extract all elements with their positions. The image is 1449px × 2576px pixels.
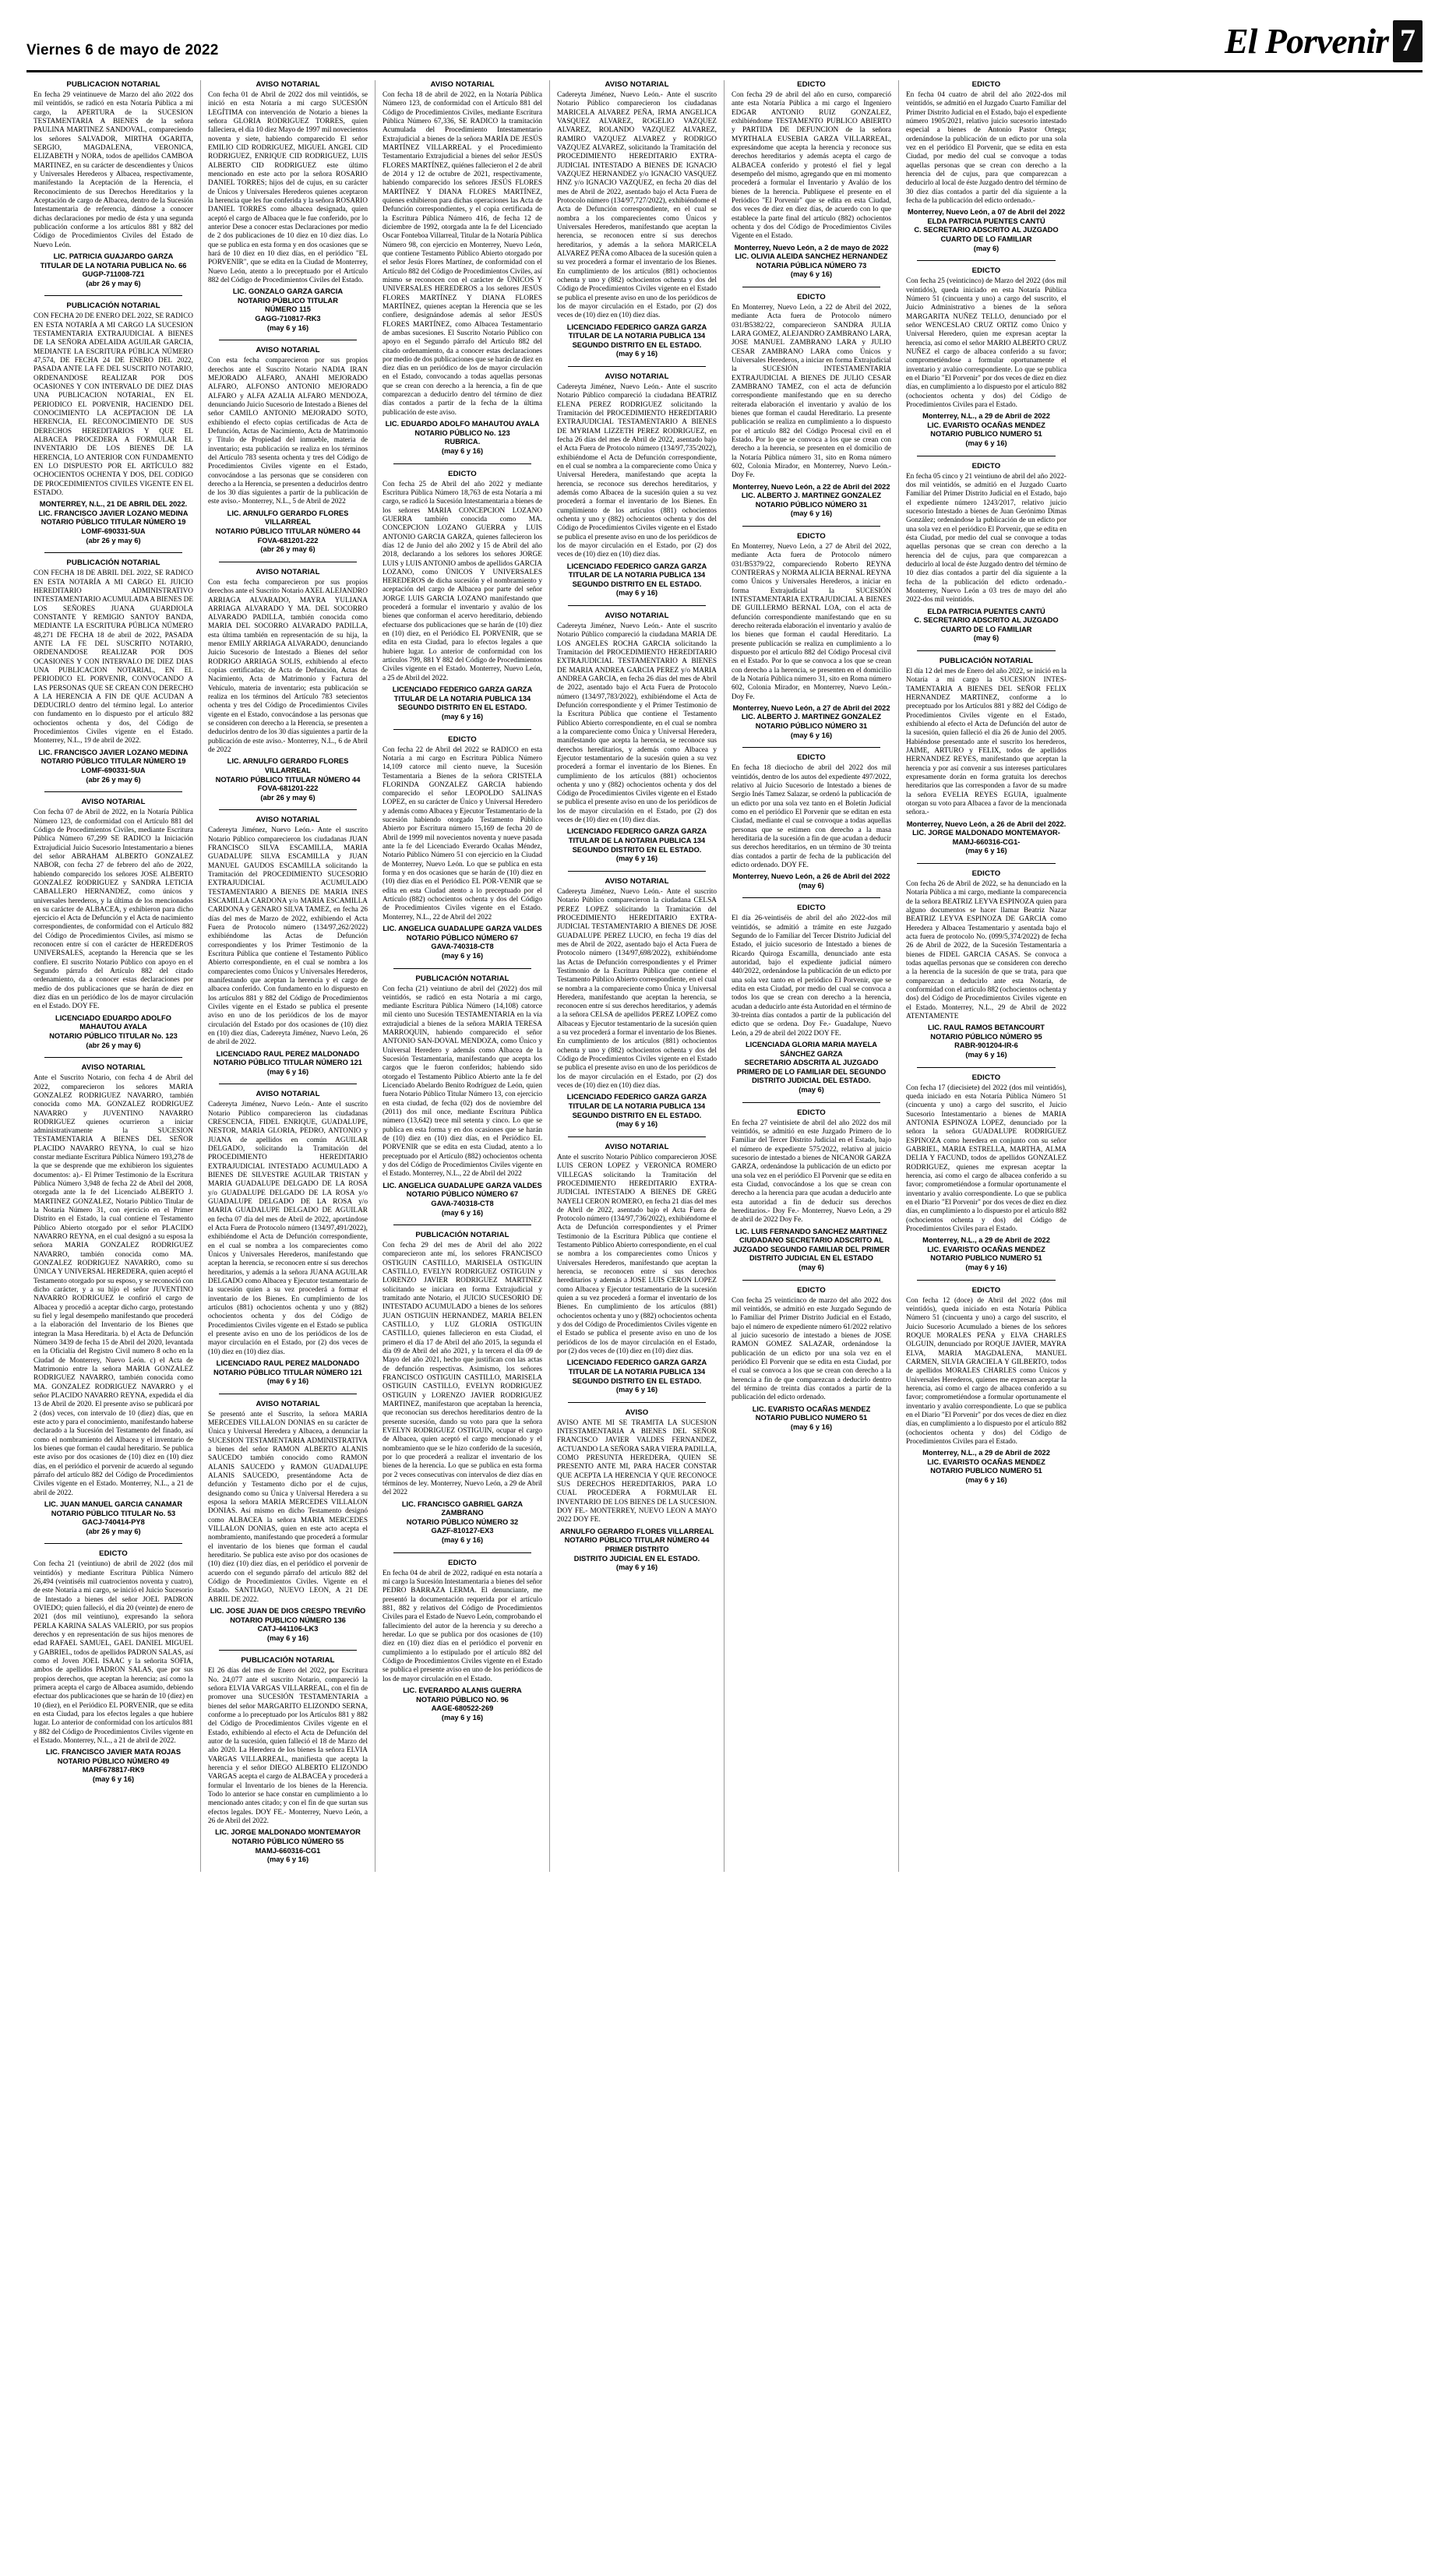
logo-page-number: 7 xyxy=(1393,20,1423,62)
notice-signature: LIC. GONZALO GARZA GARCIA NOTARIO PÚBLICO TITULAR NÚMERO 115 GAGG-710817-RK3 (may 6 y 16) xyxy=(232,287,344,332)
notice-divider xyxy=(742,897,880,898)
notice-divider xyxy=(44,295,182,296)
notice-heading: EDICTO xyxy=(797,904,826,913)
notice-block xyxy=(383,80,542,456)
notice-signature: LICENCIADA GLORIA MARIA MAYELA SÁNCHEZ GARZA SECRETARIO ADSCRITA AL JUZGADO PRIMERO DE LO FAMILIAR DEL SEGUNDO DISTRITO JUDICIAL DEL ESTADO. (may 6) xyxy=(736,1041,887,1094)
notice-signature: LICENCIADO FEDERICO GARZA GARZA TITULAR DE LA NOTARIA PUBLICA 134 SEGUNDO DISTRITO EN EL ESTADO. (may 6 y 16) xyxy=(392,685,533,721)
notice-block xyxy=(33,798,193,1050)
notice-block xyxy=(732,1286,891,1432)
notice-heading: EDICTO xyxy=(971,80,1001,89)
notice-block xyxy=(557,611,717,864)
notice-heading: EDICTO xyxy=(797,1108,826,1117)
notice-body: En fecha 27 veintisiete de abril del año 2022 dos mil veintidós, se admitió en este Juzgado Primero de lo Familiar del Tercer Distrito Judicial en el Estado, bajo el número de expediente 575/2022, relativo al juicio sucesorio de intestado a bienes de NICANOR GARZA GARZA, ordenándose la publicación de un edicto por una sola vez en el periódico El Porvenir que se edita en esta Ciudad, convocándose a los que se crean con derecho a la herencia para que acudan a deducirlo ante esta autoridad a fin de deducir sus derechos hereditarios.- Doy Fe.- Monterrey, Nuevo León, a 29 de abril de 2022 Doy Fe. xyxy=(732,1119,891,1225)
notice-signature: LIC. RAUL RAMOS BETANCOURT NOTARIO PÚBLICO NÚMERO 95 RABR-901204-IR-6 (may 6 y 16) xyxy=(928,1024,1045,1059)
notice-signature: LICENCIADO RAUL PEREZ MALDONADO NOTARIO PÚBLICO TITULAR NÚMERO 121 (may 6 y 16) xyxy=(213,1358,362,1386)
notice-body: CON FECHA 18 DE ABRIL DEL 2022, SE RADICO EN ESTA NOTARÍA A MI CARGO EL JUICIO HEREDITARIO ADMINISTRATIVO INTESTAMENTARIO ACUMULADA A BIENES DE LOS SEÑORES JUANA GUARDIOLA CONSTANTE Y REMIGIO SANTOY BANDA, MEDIANTE LA ESCRITURA PÚBLICA NÚMERO 48,271 DE FECHA 18 de abril de 2022, PASADA ANTE LA FE DEL SUSCRITO NOTARIO, ORDENANDOSE REALIZAR POR DOS OCASIONES Y CON INTERVALO DE DIEZ DIAS UNA PUBLICACION NOTARIAL, EN EL PERIODICO EL PORVENIR, CONVOCANDO A LAS PERSONAS QUE SE CREAN CON DERECHO A LA HERENCIA A FIN DE QUE ACUDAN A DEDUCIRLO dentro del término legal. Lo anterior con fundamento en lo dispuesto por el artículo 882 ochocientos ochenta y dos, del Código de Procedimientos Civiles vigente en el Estado. Monterrey, N.L., 19 de abril de 2022. xyxy=(33,569,193,745)
notice-block xyxy=(208,1400,368,1644)
logo-title: El Porvenir xyxy=(1224,21,1388,61)
notice-block xyxy=(33,80,193,288)
notice-signature: LICENCIADO FEDERICO GARZA GARZA TITULAR DE LA NOTARIA PUBLICA 134 SEGUNDO DISTRITO EN EL ESTADO. (may 6 y 16) xyxy=(566,1358,707,1394)
notice-heading: EDICTO xyxy=(797,531,826,541)
notice-body: Ante el Suscrito Notario, con fecha 4 de Abril del 2022, comparecieron los señores MARIA GONZALEZ RODRIGUEZ NAVARRO, también conocida como MA. GONZALEZ RODRIGUEZ NAVARRO y JUVENTINO NAVARRO RODRIGUEZ quienes ocurrieron a iniciar administrativamente la SUCESION TESTAMENTARIA A BIENES DEL SEÑOR PLACIDO NAVARRO REYNA, lo cual se hizo constar mediante Escritura Pública Número 193,278 de la que se desprende que me exhibieron los siguientes documentos: a).- El Primer Testimonio de la Escritura Pública Número 3,948 de fecha 22 de Abril del 2008, otorgada ante la fe del Licenciado ALBERTO J. MARTINEZ GONZALEZ, Notario Público Titular de la Notaría Número 31, con ejercicio en el Primer Distrito en el Estado, la cual contiene el Testamento Público Abierto otorgado por el señor PLACIDO NAVARRO REYNA, en el cual designó a su esposa la señora MARIA GONZALEZ RODRIGUEZ NAVARRO, también conocida como MA. GONZALEZ RODRIGUEZ NAVARRO, como su ÚNICA Y UNIVERSAL HEREDERA, quien aceptó el Testamento otorgado por su esposo, y se reconoció con dicho carácter, y a su hijo el señor JUVENTINO NAVARRO RODRIGUEZ le confirió el cargo de Albacea y procedió a aceptar dicho cargo, protestando su fiel y legal desempeño manifestando que procederá a la elaboración del Inventario de los Bienes que integran la Masa Hereditaria. b) el Acta de Defunción Número 3439 de fecha 15 de Abril del 2020, levantada en la Oficialía del Registro Civil numero 8 ocho en la Ciudad de Monterrey, Nuevo León. c) el Acta de Matrimonio entre la señora MARIA GONZALEZ RODRIGUEZ NAVARRO, también conocida como MA. GONZALEZ RODRIGUEZ NAVARRO y el señor PLACIDO NAVARRO REYNA, expedida el día 13 de Abril de 2020. El presente aviso se publicará por 2 (dos) veces, con intervalo de 10 (diez) días, que en este acto y para el conocimiento, manifestando haberse declarado a la Sucesión del Testamento del finado, así como el nombramiento del Albacea y el inventario de los bienes que forman el caudal hereditario. Se publica este aviso por dos ocasiones de (10) diez en (10) diez días, en el periódico el porvenir de acuerdo al segundo párrafo del artículo 882 del Código de Procedimientos Civiles vigente en el Estado. Monterrey, N.L., a 21 de abril de 2022. xyxy=(33,1074,193,1497)
notice-body: Cadereyta Jiménez, Nuevo León.- Ante el suscrito Notario Público compareció la ciudadana MARIA DE LOS ANGELES ROCHA GARCIA solicitando la Tramitación del PROCEDIMIENTO HEREDITARIO EXTRAJUDICIAL TESTAMENTARIO A BIENES DE MARIA ANDREA GARCIA PEREZ y/o MARIA ANDREA GARCIA, en fecha 26 días del mes de Abril de 2022, asentado bajo el Acta Fuera de Protocolo número (134/97,783/2022), exhibiéndome el Acta de Defunción correspondiente y el Primer Testimonio de la Escritura Pública que contiene el Testamento Público Abierto correspondiente, en el cual se nombra a la compareciente como Única y Universal Heredera, manifestando que acepta la herencia, se reconoce sus derechos hereditarios, y además como Albacea y Ejecutor testamentario de la sucesión quien a su vez procederá a formar el inventario de los Bienes. En cumplimiento de los artículos (881) ochocientos ochenta y uno y (882) ochocientos ochenta y dos del Código de Procedimientos Civiles vigente en el Estado se publica el presente aviso en uno de los periódicos de los de mayor circulación en el Estado, por (2) dos veces de (10) diez en (10) diez días. xyxy=(557,622,717,825)
notice-signature: LIC. FRANCISCO JAVIER LOZANO MEDINA NOTARIO PÚBLICO TITULAR NÚMERO 19 LOMF-690331-5UA (abr 26 y may 6) xyxy=(38,748,189,784)
notice-block xyxy=(208,80,368,333)
notice-block xyxy=(906,1286,1066,1485)
notice-signature: Monterrey, Nuevo León, a 26 de Abril del 2022. LIC. JORGE MALDONADO MONTEMAYOR-MAMJ-660316-CG1- (may 6 y 16) xyxy=(906,819,1066,855)
notice-heading: EDICTO xyxy=(971,1073,1001,1082)
notice-signature: LIC. FRANCISCO JAVIER MATA ROJAS NOTARIO PÚBLICO NÚMERO 49 MARF678817-RK9 (may 6 y 16) xyxy=(45,1748,182,1784)
notice-signature: LIC. FRANCISCO GABRIEL GARZA ZAMBRANO NOTARIO PÚBLICO NÚMERO 32 GAZF-810127-EX3 (may 6 y 16) xyxy=(401,1499,524,1545)
notice-divider xyxy=(917,650,1056,651)
notice-block xyxy=(557,1408,717,1573)
notice-divider xyxy=(393,1552,531,1553)
notice-block xyxy=(33,559,193,784)
notice-signature: LIC. ANGELICA GUADALUPE GARZA VALDES NOTARIO PÚBLICO NÚMERO 67 GAVA-740318-CT8 (may 6 y 16) xyxy=(383,1181,542,1217)
notice-body: Con esta fecha comparecieron por sus propios derechos ante el Suscrito Notario NADIA IRAN MEJORADO ALFARO, ANAHI MEJORADO ALFARO, ALFONSO ANTONIO MEJORADO ALFARO y ALFA AZALIA ALFARO MENDOZA, denunciando Juicio Sucesorio de Intestado a Bienes del señor CAMILO ANTONIO MEJORADO SOTO, exhibiendo el efecto copias certificadas de Acta de Defunción, Actas de Nacimiento, Acta de Matrimonio y Título de Propiedad del inmueble, materia de inventario; esta publicación se realiza en los términos del Artículo 783 sesenta ochenta y tres del Código de Procedimientos Civiles vigente en el Estado, convocándose a las personas que se consideren con derecho a la Herencia, se presenten a deducirlos dentro de los 30 días siguientes a partir de la publicación de este aviso.- Monterrey, N.L., 5 de Abril de 2022 xyxy=(208,357,368,506)
notice-heading: PUBLICACIÓN NOTARIAL xyxy=(415,1231,509,1240)
notice-block xyxy=(557,1143,717,1395)
notice-body: Con fecha 25 (veinticinco) de Marzo del 2022 (dos mil veintidós), queda iniciado en esta Notaría Pública Número 51 (cincuenta y uno) a cargo del suscrito, el Juicio Administrativo a bienes de la señora MARGARITA NUÑEZ TELLO, denunciado por el señor WENCESLAO CRUZ ORTIZ como Único y Universal Heredero, quien me expresan aceptar la herencia, así como el señor MARIO ALBERTO CRUZ NUÑEZ el cargo de albacea conferido a su favor; comprometiéndose a formular oportunamente el inventario y avalúo correspondiente. Lo que se publica en el Diario "El Porvenir" por dos veces de diez en diez días, en cumplimiento a lo dispuesto por el artículo 882 (ochocientos ochenta y dos) del Código de Procedimientos Civiles para el Estado. xyxy=(906,277,1066,409)
notice-heading: EDICTO xyxy=(448,1558,477,1567)
notice-signature: LIC. ANGELICA GUADALUPE GARZA VALDES NOTARIO PÚBLICO NÚMERO 67 GAVA-740318-CT8 (may 6 y 16) xyxy=(383,925,542,960)
notice-divider xyxy=(568,871,706,872)
notice-body: Con fecha 21 (veintiuno) de abril de 2022 (dos mil veintidós) y mediante Escritura Pública Número 26,494 (veintiséis mil cuatrocientos noventa y cuatro), de este Notaría a mi cargo, se inició el Juicio Sucesorio de Intestado a bienes del señor JOEL PADRON OVIEDO; quien falleció, el día 20 (veinte) de enero de 2021 (dos mil veintiuno), expresando la señora PERLA KARINA SALAS VALERIO, por sus propios derechos y en representación de sus hijos menores de edad RAFAEL SAMUEL, GAEL DANIEL MIGUEL y GABRIEL, todos de apellidos PADRON SALAS, así como el Joven JOEL ISAAC y la señorita SOFIA, ambos de apellidos PADRON SALAS, que por sus propios derechos, que aceptan la herencia; así como la primera acepta el cargo de Albacea asumido, debiendo efectuar dos publicaciones que se harán de 10 (diez) en 10 (diez), en el Periódico EL PORVENIR, que se edita en esta Ciudad, para los efectos legales a que hubiere lugar. Lo anterior de conformidad con los artículos 881 y 882 del Código de Procedimientos Civiles vigente en el Estado. Monterrey, N.L., a 21 de abril de 2022. xyxy=(33,1560,193,1745)
notice-heading: PUBLICACION NOTARIAL xyxy=(66,80,160,89)
notice-signature: ARNULFO GERARDO FLORES VILLARREAL NOTARIO PÚBLICO TITULAR NÚMERO 44 PRIMER DISTRITO DISTRITO JUDICIAL EN EL ESTADO. (may 6 y 16) xyxy=(559,1527,714,1572)
notice-body: CON FECHA 20 DE ENERO DEL 2022, SE RADICO EN ESTA NOTARÍA A MI CARGO LA SUCESION TESTAMENTARIA EXTRAJUDICIAL A BIENES DE LA SEÑORA ADELAIDA AGUILAR GARCIA, MEDIANTE LA ESCRITURA PÚBLICA NÚMERO 47,574, DE FECHA 24 DE ENERO DEL 2022, PASADA ANTE LA FE DEL SUSCRITO NOTARIO, ORDENANDOSE REALIZAR POR DOS OCASIONES Y CON INTERVALO DE DIEZ DIAS UNA PUBLICACION NOTARIAL, EN EL PERIODICO EL PORVENIR, HACIENDO DEL CONOCIMIENTO LA ACEPTACION DE LA HERENCIA, EL RECONOCIMIENTO DE SUS DERECHOS HEREDITARIOS Y QUE EL ALBACEA PROCEDERA A FORMULAR EL INVENTARIO DE LOS BIENES DE LA HERENCIA, LO ANTERIOR CON FUNDAMENTO EN LO DISPUESTO POR EL ARTÍCULO 882 OCHOCIENTOS OCHENTA Y DOS, DEL CODIGO DE PROCEDIMIENTOS CIVILES VIGENTE EN EL ESTADO. xyxy=(33,312,193,497)
notice-signature: LICENCIADO FEDERICO GARZA GARZA TITULAR DE LA NOTARIA PUBLICA 134 SEGUNDO DISTRITO EN EL ESTADO. (may 6 y 16) xyxy=(566,827,707,863)
classifieds-column xyxy=(201,80,375,1872)
classifieds-column xyxy=(899,80,1074,1872)
publication-date: Viernes 6 de mayo de 2022 xyxy=(26,42,219,58)
notice-heading: PUBLICACIÓN NOTARIAL xyxy=(66,559,160,568)
notice-heading: AVISO NOTARIAL xyxy=(256,80,320,89)
notice-block xyxy=(732,532,891,740)
notice-block xyxy=(732,753,891,890)
notice-signature: LICENCIADO FEDERICO GARZA GARZA TITULAR DE LA NOTARIA PUBLICA 134 SEGUNDO DISTRITO EN EL ESTADO. (may 6 y 16) xyxy=(566,322,707,358)
notice-heading: PUBLICACIÓN NOTARIAL xyxy=(939,656,1034,665)
column-inner xyxy=(557,80,717,1573)
notice-divider xyxy=(44,552,182,553)
notice-body: Cadereyta Jiménez, Nuevo León.- Ante el suscrito Notario Público comparecieron las ciudadanas CRESCENCIA, FIDEL ENRIQUE, GUADALUPE, NESTOR, MARIA GLORIA, PEDRO, ANTONIO y JUANA de apellidos en común AGUILAR DELGADO, solicitando la Tramitación del PROCEDIMIENTO HEREDITARIO EXTRAJUDICIAL INTESTADO ACUMULADO A BIENES DE SILVESTRE AGUILAR TRISTAN y MARIA GUADALUPE DELGADO DE LA ROSA y/o GUADALUPE DELGADO DE LA ROSA y/o GUADALUPE DELGADO DE LA ROSA y/o MARIA GUADALUPE DELGADO DE AGUILAR en fecha 07 día del mes de Abril de 2022, aportándose el Acta Fuera de Protocolo número (134/97,491/2022), exhibiéndome el Acta de Defunción correspondiente, en el cual se nombra a los comparecientes como Únicos y Universales Herederos, manifestando que aceptan la herencia, se reconocen entre sí sus derechos hereditarios, y además a la señora JUANA AGUILAR DELGADO como Albacea y Ejecutor testamentario de la sucesión quien a su vez procederá a formar el inventario de los Bienes. En cumplimiento de los artículos (881) ochocientos ochenta y uno y (882) ochocientos ochenta y dos del Código de Procedimientos Civiles vigente en el Estado se publica el presente aviso en uno de los periódicos de los de mayor circulación en el Estado, por (2) dos veces de (10) diez en (10) diez días. xyxy=(208,1101,368,1356)
notice-signature: LIC. ARNULFO GERARDO FLORES VILLARREAL NOTARIO PÚBLICO TITULAR NÚMERO 44 FOVA-681201-222 (abr 26 y may 6) xyxy=(215,757,361,802)
notice-body: En fecha 18 dieciocho de abril del 2022 dos mil veintidós, dentro de los autos del expediente 497/2022, relativo al Juicio Sucesorio de Intestado a bienes de Sergio Inés Tamez Salazar, se ordenó la publicación de un edicto por una sola vez tanto en el Boletín Judicial como en el periódico El Porvenir que se editan en esta Ciudad, mediante el cual se convoque a todas aquellas personas que se estimen con derecho a la masa hereditaria de la sucesión a fin de que acudan a deducir sus derechos hereditarios, en un término de 30 treinta días contados a partir de fecha de la publicación del edicto ordenado. DOY FE. xyxy=(732,764,891,869)
notice-body: En fecha 04 de abril de 2022, radiqué en esta notaría a mi cargo la Sucesión Intestamentaria a bienes del señor PEDRO BARRAZA LERMA. El denunciante, me presentó la documentación requerida por el artículo 881, 882 y relativos del Código de Procedimientos Civiles para el Estado de Nuevo León, comprobando el fallecimiento del autor de la herencia y su derecho a heredar. Lo que se publica por dos ocasiones de (10) diez en (10) diez días en el periódico el porvenir en cumplimiento a lo estipulado por el artículo 882 del Código de Procedimientos Civiles vigente en el Estado se publica el presente aviso en uno de los periódicos de los de mayor circulación en el Estado. xyxy=(383,1569,542,1683)
notice-block xyxy=(732,80,891,280)
notice-divider xyxy=(917,1280,1056,1281)
notice-body: AVISO ANTE MI SE TRAMITA LA SUCESION INTESTAMENTARIA A BIENES DEL SEÑOR FRANCISCO JAVIER VALDES FERNANDEZ, ACTUANDO LA SEÑORA SARA VIERA PADILLA, COMO PRESUNTA HEREDERA, QUIEN SE PRESENTO ANTE MI, PARA HACER CONSTAR QUE ACEPTA LA HERENCIA Y QUE RECONOCE SUS DERECHOS HEREDITARIOS, PARA LO CUAL PROCEDERA A FORMULAR EL INVENTARIO DE LOS BIENES DE LA SUCESION. DOY FE.- MONTERREY, NUEVO LEON A MAYO 2022 DOY FE. xyxy=(557,1418,717,1524)
notice-body: Con fecha 22 de Abril del 2022 se RADICO en esta Notaría a mi cargo en Escritura Pública Número 14,109 catorce mil ciento nueve, la Sucesión Testamentaria a Bienes de la señora CRISTELA FLORINDA GONZALEZ GARCIA habiendo comparecido el señor LEOPOLDO SALINAS LOPEZ, en su carácter de Único y Universal Heredero y además como Albacea y Ejecutor Testamentario de la sucesión habiendo otorgado Testamento Público Abierto por Escritura número 15,169 de fecha 20 de Abril de 1999 mil novecientos noventa y nueve pasada ante la fe del Licenciado Everardo Ocañas Méndez, Notario Público Número 51 con ejercicio en la Ciudad de Monterrey, Nuevo León. Lo que se publica en esta forma y en dos ocasiones que se harán de (10) diez en (10) diez días en el Periódico EL POR-VENIR que se edita en esta Ciudad atento a lo preceptuado por el Artículo (882) ochocientos ochenta y dos del Código de Procedimientos Civiles vigente en el Estado. Monterrey, N.L., 22 de Abril del 2022 xyxy=(383,745,542,922)
notice-body: En fecha 05 cinco y 21 veintiuno de abril del año 2022-dos mil veintidós, se admitió en el Juzgado Cuarto Familiar del Primer Distrito Judicial en el Estado, bajo el expediente número 1243/2017, relativo juicio sucesorio Intestado a bienes de Juan Gerónimo Dimas González; ordenándose la publicación de un edicto por una sola vez en el periódico El Porvenir, que se edita en ésta Ciudad, por medio del cual se convoque a todas aquellas personas que se crean con derecho a la herencia del de cujus, para que comparezcan a deducirlo al local de éste Juzgado dentro del término de 10 diez días contados a partir del día siguiente a la fecha de la publicación del edicto ordenado.- Monterrey, Nuevo León a 03 tres de mayo del año 2022-dos mil veintidós. xyxy=(906,472,1066,604)
notice-heading: EDICTO xyxy=(971,266,1001,276)
notice-heading: AVISO NOTARIAL xyxy=(605,1142,669,1151)
notice-divider xyxy=(568,1136,706,1137)
notice-heading: AVISO xyxy=(625,1408,649,1417)
notice-signature: LIC. JUAN MANUEL GARCIA CANAMAR NOTARIO PÚBLICO TITULAR No. 53 GACJ-740414-PY8 (abr 26 y may 6) xyxy=(44,1499,183,1535)
column-inner xyxy=(33,80,193,1785)
notice-heading: EDICTO xyxy=(971,1285,1001,1295)
notice-divider xyxy=(917,1067,1056,1068)
notice-body: Con fecha 29 del mes de Abril del año 2022 comparecieron ante mí, los señores FRANCISCO OSTIGUIN CASTILLO, MARISELA OSTIGUIN CASTILLO, EVELYN RODRIGUEZ OSTIGUIN y LORENZO JAVIER RODRIGUEZ MARTINEZ solicitando se iniciara en forma Extrajudicial y tramitado ante Notario, el JUICIO SUCESORIO DE INTESTADO ACUMULADO a bienes de los señores JUAN OSTIGUIN HERNANDEZ, MARIA BELEN CASTILLO, y LUZ GLORIA OSTIGUIN CASTILLO, quienes fallecieron en esta Ciudad, el primero el día 17 de Abril del año 2015, la segunda el día 09 de Abril del año 2021, y la tercera el día 09 de Mayo del año 2021, hecho que justifican con las actas de defunción respectivas. Asimismo, los señores FRANCISCO OSTIGUIN CASTILLO, MARISELA OSTIGUIN CASTILLO, EVELYN RODRIGUEZ OSTIGUIN y LORENZO JAVIER RODRIGUEZ MARTINEZ, manifestaron que aceptaban la herencia, que reconocían sus derechos hereditarios dentro de la presente sucesión, dando su voto para que la señora EVELYN RODRIGUEZ OSTIGUIN, ocupar el cargo de Albacea, quien aceptó el cargo mencionado y el nombramiento que se le hizo conferido de la sucesión, por lo que procederá a realizar el inventario de los bienes de la herencia. Lo que se publica en esta forma por 2 veces consecutivas con intervalos de diez días en términos de ley. Monterrey, Nuevo León, a 29 de Abril del 2022 xyxy=(383,1242,542,1497)
notice-block xyxy=(557,80,717,359)
notice-body: Con esta fecha comparecieron por sus propios derechos ante el Suscrito Notario AXEL ALEJANDRO ARRIAGA ALVARADO, MAYRA YULIANA ARRIAGA ALVARADO Y MA. DEL SOCORRO ALVARADO PADILLA, también conocida como MARIA DEL SOCORRO ALVARADO PADILLA, esta última también en representación de su hija, la menor EMILY ARRIAGA ALVARADO, denunciando Juicio Sucesorio de Intestado a Bienes del señor RODRIGO ARRIAGA SOLIS, exhibiendo al efecto copias certificadas; de Acta de Defunción, Actas de Nacimiento, Acta de Matrimonio y Factura del Vehículo, materia de inventario; esta publicación se realiza en los términos del Artículo 783 setecientos ochenta y tres del Código de Procedimientos Civiles vigente en el Estado, convocándose a las personas que se consideren con derecho a la Herencia, se presenten a deducirlos dentro de los 30 días siguientes a partir de la publicación de este aviso.- Monterrey, N.L., 6 de Abril de 2022 xyxy=(208,578,368,755)
notice-divider xyxy=(44,791,182,792)
notice-signature: MONTERREY, N.L., 21 DE ABRIL DEL 2022. LIC. FRANCISCO JAVIER LOZANO MEDINA NOTARIO PÚBLICO TITULAR NÚMERO 19 LOMF-690331-5UA (abr 26 y may 6) xyxy=(38,500,189,544)
notice-divider xyxy=(219,809,357,810)
notice-divider xyxy=(44,1057,182,1058)
classifieds-columns xyxy=(26,80,1423,1872)
notice-body: El 26 días del mes de Enero del 2022, por Escritura No. 24,077 ante el suscrito Notario, compareció la señora ELVIA VARGAS VILLARREAL, con el fin de promover una SUCESIÓN TESTAMENTARIA a bienes del señor MARGARITO ELIZONDO SERNA, conforme a lo preceptuado por los Artículos 881 y 882 del Código de Procedimientos Civiles vigente en el Estado, exhibiendo al efecto el Acta de Defunción del autor de la sucesión, quien falleció el 18 de Marzo del año 2020. La Heredera de los bienes la señora ELVIA VARGAS VILLARREAL, manifiesta que acepta la herencia y el señor DIEGO ALBERTO ELIZONDO VARGAS acepta el cargo de ALBACEA y procederá a formular el Inventario de los bienes de la Herencia. Todo lo anterior se hace constar en cumplimiento a lo mencionado antes citado; y con el fin de que surtan sus efectos legales. DOY FE.- Monterrey, Nuevo León, a 26 de Abril del 2022. xyxy=(208,1667,368,1825)
notice-block xyxy=(906,462,1066,643)
notice-block xyxy=(732,904,891,1094)
notice-body: Con fecha 17 (diecisiete) del 2022 (dos mil veintidós), queda iniciado en esta Notaría Pública Número 51 (cincuenta y uno) a cargo del suscrito, el Juicio Sucesorio Intestamentario a bienes de MARIA ANTONIA ESPINOZA LOPEZ, denunciado por la señora la señora GUADALUPE RODRIGUEZ ESPINOZA como heredera en conjunto con su señor GABRIEL, MARIA ESTRELLA, MARTHA, ALMA DELIA Y FACUND, todos de apellidos GONZALEZ RODRIGUEZ, quienes me expresan aceptar la herencia, así como el cargo de albacea conferido a su favor; comprometiéndose a formular oportunamente el inventario y avalúo correspondiente. Lo que se publica en el Diario "El Porvenir" por dos veces de diez en diez días, en cumplimiento a lo dispuesto por el artículo 882 (ochocientos ochenta y dos) del Código de Procedimientos Civiles para el Estado. xyxy=(906,1084,1066,1233)
notice-body: Con fecha 12 (doce) de Abril del 2022 (dos mil veintidós), queda iniciado en esta Notaría Pública Número 51 (cincuenta y uno) a cargo del suscrito, el Juicio Sucesorio Acumulado a bienes de los señores ROQUE MORALES PEÑA y ELVA CHARLES OLGUIN, denunciado por ROQUE JAVIER, MAYRA ELVA, MARIA MAGDALENA, MANUEL CARMEN, SILVIA GRACIELA Y GILBERTO, todos de apellidos MORALES CHARLES como Únicos y Universales Herederos, quienes me expresan aceptar la herencia, así como el cargo de albacea conferido a su favor; comprometiéndose a formular oportunamente el inventario y avalúo correspondiente. Lo que se publica en el Diario "El Porvenir" por dos veces de diez en diez días, en cumplimiento a lo dispuesto por el artículo 882 (ochocientos ochenta y dos) del Código de Procedimientos Civiles para el Estado. xyxy=(906,1296,1066,1446)
column-inner xyxy=(732,80,891,1432)
notice-block xyxy=(208,568,368,803)
notice-heading: EDICTO xyxy=(797,80,826,89)
notice-signature: ELDA PATRICIA PUENTES CANTÚ C. SECRETARIO ADSCRITO AL JUZGADO CUARTO DE LO FAMILIAR (may 6) xyxy=(914,607,1059,643)
notice-signature: LIC. JOSE JUAN DE DIOS CRESPO TREVIÑO NOTARIO PUBLICO NÚMERO 136 CATJ-441106-LK3 (may 6 y 16) xyxy=(210,1607,366,1642)
notice-body: Con fecha 18 de abril de 2022, en la Notaría Pública Número 123, de conformidad con el Artículo 881 del Código de Procedimientos Civiles, mediante Escritura Pública Número 67,336, SE RADICO la tramitación Acumulada del Procedimiento Intestamentario Extrajudicial a bienes de la señora MARÍA DE JESÚS MARTÍNEZ VILLARREAL y el Procedimiento Testamentario Extrajudicial a bienes del señor JESÚS FLORES MARTÍNEZ, quiénes fallecieron el 2 de abril de 2014 y 12 de octubre de 2021, respectivamente, habiendo comparecido los señores JESÚS FLORES MARTÍNEZ Y DIANA FLORES MARTÍNEZ, quienes exhibieron para dichas operaciones las Acta de Defunción correspondientes, y el copia certificada de la Escritura Pública Número 416, de fecha 12 de diciembre de 1992, otorgada ante la fe del Licenciado Oscar Fonteboa Villarreal, Titular de la Notaría Pública Número 98, con ejercicio en Monterrey, Nuevo León, que contiene Testamento Público Abierto otorgado por el señor Jesús Flores Martínez, de conformidad con el Artículo 882 del Código de Procedimientos Civiles, así mismo se reconocen con el carácter de ÚNICOS Y UNIVERSALES HEREDEROS a los señores JESÚS FLORES MARTÍNEZ Y DIANA FLORES MARTÍNEZ, quienes aceptan la Herencia que se les confiere, designándose además al señor JESÚS FLORES MARTÍNEZ, como Albacea Testamentario de ambas sucesiones. El Suscrito Notario Público con apoyo en el Segundo párrafo del Artículo 882 del citado ordenamiento, da a conocer estas declaraciones por medio de dos publicaciones que se harán de diez en diez días en un periódico de los de mayor circulación en el Estado, convocando a todas aquellas personas que se crean con derecho a la herencia, a fin de que comparezcan a deducirlo dentro del término de diez días contados a partir de la fecha de la última publicación de este aviso. xyxy=(383,90,542,417)
notice-body: Ante el suscrito Notario Público comparecieron JOSE LUIS CERON LOPEZ y VERONICA ROMERO VILLEGAS solicitando la Tramitación del PROCEDIMIENTO HEREDITARIO EXTRA-JUDICIAL INTESTADO A BIENES DE GREG NAYELI CERON ROMERO, en fecha 21 días del mes de Abril de 2022, asentado bajo el Acta Fuera de Protocolo número (134/97,736/2022), exhibiéndome el Acta de Defunción correspondientes y el Primer Testimonio de la Escritura Pública que contiene el Testamento Público Abierto correspondiente, en el cual se nombra a los comparecientes como Únicos y Universales Herederos, manifestando que aceptan la herencia, se reconocen entre sí sus derechos hereditarios y además a JOSE LUIS CERON LOPEZ como Albacea y Ejecutor testamentario de la sucesión quien a su vez procederá a formar el inventario de los Bienes. En cumplimiento de los artículos (881) ochocientos ochenta y uno y (882) ochocientos ochenta y dos del Código de Procedimientos Civiles vigente en el Estado se publica el presente aviso en uno de los periódicos de los de mayor circulación en el Estado, por (2) dos veces de (10) diez en (10) diez días. xyxy=(557,1153,717,1356)
notice-heading: AVISO NOTARIAL xyxy=(605,372,669,381)
notice-divider xyxy=(568,605,706,606)
notice-body: El día 26-veintiséis de abril del año 2022-dos mil veintidós, se admitió a trámite en este Juzgado Segundo de lo Familiar del Tercer Distrito Judicial del Estado, el juicio sucesorio de Intestado a bienes de Ricardo Quiroga Escamilla, denunciado ante esta autoridad, bajo el expediente judicial número 440/2022, ordenándose la publicación de un edicto por una sola vez tanto en el periódico El Porvenir, que se edita en esta Ciudad, por medio del cual se convoca a todos los que se crean con derecho a la herencia, acudan a deducirlo ante ésta Autoridad en el término de 30-treinta días contados a partir de la publicación del edicto que se ordena. Doy Fe.- Guadalupe, Nuevo León, a 29 de abril del 2022 DOY FE. xyxy=(732,914,891,1038)
notice-divider xyxy=(219,1650,357,1651)
notice-signature: LIC. EDUARDO ADOLFO MAHAUTOU AYALA NOTARIO PÚBLICO No. 123 RUBRICA. (may 6 y 16) xyxy=(385,420,540,455)
notice-divider xyxy=(568,1402,706,1403)
notice-signature: LICENCIADO FEDERICO GARZA GARZA TITULAR DE LA NOTARIA PUBLICA 134 SEGUNDO DISTRITO EN EL ESTADO. (may 6 y 16) xyxy=(566,1093,707,1129)
notice-block xyxy=(906,869,1066,1060)
notice-signature: LICENCIADO EDUARDO ADOLFO MAHAUTOU AYALA NOTARIO PÚBLICO TITULAR No. 123 (abr 26 y may 6) xyxy=(49,1013,178,1049)
notice-signature: LIC. PATRICIA GUAJARDO GARZA TITULAR DE LA NOTARIA PUBLICA No. 66 GUGP-711008-7Z1 (abr 26 y may 6) xyxy=(40,252,187,287)
notice-body: En fecha 29 veintinueve de Marzo del año 2022 dos mil veintidós, se radicó en esta Notaría Pública a mi cargo, la APERTURA de la SUCESION TESTAMENTARIA A BIENES de la señora PAULINA MARTINEZ SANDOVAL, compareciendo los señores SALVADOR, MIRTHA OGARITA, SERGIO, MAGDALENA, VERONICA, ELIZABETH y NORA, todos de apellidos CAMBOA MARTINEZ, en su carácter de descendientes y Únicos y Universales Herederos y Albacea, respectivamente, manifestando la Aceptación de la Herencia, el Reconocimiento de sus Derechos Hereditarios y la Aceptación de cargo de Albacea, dentro de la Sucesión Intestamentaria de referencia, dándose a conocer dichas declaraciones por medio de ésta y una segunda publicación conforme a los artículos 881 y 882 del Código de Procedimientos Civiles del Estado de Nuevo León. xyxy=(33,90,193,249)
notice-block xyxy=(383,1231,542,1545)
notice-signature: Monterrey, N.L., a 29 de Abril de 2022 LIC. EVARISTO OCAÑAS MENDEZ NOTARIO PUBLICO NUMERO 51 (may 6 y 16) xyxy=(922,1449,1050,1485)
notice-block xyxy=(208,346,368,555)
notice-divider xyxy=(568,366,706,367)
notice-heading: EDICTO xyxy=(99,1549,128,1559)
notice-body: En fecha 04 cuatro de abril del año 2022-dos mil veintidós, se admitió en el Juzgado Cuarto Familiar del Primer Distrito Judicial en el Estado, bajo el expediente número 1905/2021, relativo juicio sucesorio intestado especial a bienes de Antonio Pastor Ortega; ordenándose la publicación de un edicto por una sola vez en el periódico El Porvenir, que se edita en esta Ciudad, por medio del cual se convoque a todas aquellas personas que se crean con derecho a la herencia del de cujus, para que comparezcan a deducirlo al local de éste Juzgado dentro del término de 30 diez días contados a partir del día siguiente a la fecha de la publicación del edicto ordenado.- xyxy=(906,90,1066,205)
notice-block xyxy=(383,1559,542,1723)
notice-body: Se presentó ante el Suscrito, la señora MARIA MERCEDES VILLALON DONIAS en su carácter de Única y Universal Heredera y Albacea, a denunciar la SUCESION TESTAMENTARIA ADMINISTRATIVA a bienes del señor RAMON ALBERTO ALANIS SAUCEDO también conocido como RAMON ALANIS SAUCEDO y RAMON GUADALUPE ALANIS SAUCEDO, presentándome Acta de defunción y Testamento dicho por el de cujus, designando como su Única y Universal Heredera a su esposa la señora MARIA MERCEDES VILLALON DONIAS. Así mismo en dicho Testamento designó como ALBACEA la señora MARIA MERCEDES VILLALON DONIAS, quien en este acto acepta el nombramiento, manifestando que procederá a formular el inventario de los bienes que forman el caudal hereditario. Se publica este aviso por dos ocasiones de (10) diez (10) diez días, en el periódico el porvenir de acuerdo con el segundo párrafo del artículo 882 del Código de Procedimientos Civiles. Vigente en el Estado. SANTIAGO, NUEVO LEON, A 21 DE ABRIL DE 2022. xyxy=(208,1410,368,1604)
notice-body: Con fecha 25 de Abril del año 2022 y mediante Escritura Pública Número 18,763 de esta Notaría a mi cargo, se radicó la Sucesión Intestamentaria a bienes de los señores MARIA CONCEPCION LOZANO GUERRA también conocida como MA. CONCEPCION LOZANO GUERRA y LUIS ANTONIO GARCIA GARZA, quienes fallecieron los días 12 de Junio del año 2002 y 15 de Abril del año 2018, declarando a los señores los señores JORGE LUIS y LUIS ANTONIO ambos de apellidos GARCIA LOZANO, como ÚNICOS Y UNIVERSALES HEREDEROS de dicha sucesión y el nombramiento y aceptación del cargo de Albacea por parte del señor JORGE LUIS GARCIA LOZANO manifestando que procederá a formular el inventario y avalúo de los bienes que conforman el acervo hereditario, debiendo efectuarse dos publicaciones que se harán de (10) diez en (10) diez, en el Periódico EL PORVENIR, que se edita en esta Ciudad, para lo efectos legales a que hubiere lugar. Lo anterior de conformidad con los artículos 799, 881 Y 882 del Código de Procedimientos Civiles vigente en el Estado. Monterrey, Nuevo León, a 25 de Abril del 2022. xyxy=(383,480,543,682)
notice-block xyxy=(732,1108,891,1273)
notice-signature: Monterrey, N.L., a 29 de Abril de 2022 LIC. EVARISTO OCAÑAS MENDEZ NOTARIO PUBLICO NUMERO 51 (may 6 y 16) xyxy=(922,1236,1050,1272)
notice-block xyxy=(732,293,891,519)
notice-heading: EDICTO xyxy=(448,469,477,478)
notice-heading: AVISO NOTARIAL xyxy=(256,816,320,825)
notice-heading: AVISO NOTARIAL xyxy=(256,1399,320,1408)
notice-heading: AVISO NOTARIAL xyxy=(605,611,669,620)
notice-divider xyxy=(44,1543,182,1544)
notice-divider xyxy=(742,1280,880,1281)
notice-body: Cadereyta Jiménez, Nuevo León.- Ante el suscrito Notario Público compareció la ciudadana BEATRIZ ELENA PEREZ RODRIGUEZ solicitando la Tramitación del PROCEDIMIENTO HEREDITARIO EXTRAJUDICIAL TESTAMENTARIO A BIENES DE MYRIAM LIZZETH PEREZ RODRIGUEZ, en fecha 26 días del mes de Abril de 2022, asentado bajo el Acta Fuera de Protocolo número (134/97,735/2022), exhibiéndome el Acta de Defunción correspondiente, en el cual se nombra a la compareciente como Única y Universal Heredera, manifestando que acepta la herencia, se reconoce sus derechos hereditarios, y además como Albacea de la sucesión quien a su vez procederá a formar el inventario de los Bienes. En cumplimiento de los artículos (881) ochocientos ochenta y uno y (882) ochocientos ochenta y dos del Código de Procedimientos Civiles vigente en el Estado se publica el presente aviso en uno de los periódicos de los de mayor circulación en el Estado, por (2) dos veces de (10) diez en (10) diez días. xyxy=(557,382,717,559)
notice-block xyxy=(33,1549,193,1784)
notice-block xyxy=(208,1656,368,1864)
notice-block xyxy=(33,1063,193,1536)
notice-body: El día 12 del mes de Enero del año 2022, se inició en la Notaría a mi cargo la SUCESION INTES-TAMENTARIA A BIENES DEL SEÑOR FELIX HERNANDEZ MARTINEZ, conforme a lo preceptuado por los Artículos 881 y 882 del Código de Procedimientos Civiles vigente en el Estado, exhibiendo al efecto el Acta de Defunción del autor de la sucesión, quien falleció el día 26 de Junio del 2005. Habiéndose presentado ante el suscrito los herederos, JAIME, ARTURO y FELIX, todos de apellidos HERNANDEZ REYES, manifestando que aceptan la herencia y por así convenir a sus intereses particulares expresamente dorán en forma gratuita los derechos hereditarios que las corresponden a favor de su madre la señora EVELIA REYES EGUIA, igualmente otorgan su voto para Albacea a favor de la mencionada señora.- xyxy=(906,667,1066,817)
notice-body: Con fecha 25 veinticinco de marzo del año 2022 dos mil veintidós, se admitió en este Juzgado Segundo de lo Familiar del Primer Distrito Judicial en el Estado, bajo el número de expediente número 61/2022 relativo al juicio sucesorio de intestado a bienes de JOSE RAMON GOMEZ SALAZAR, ordenándose la publicación de un edicto por una sola vez en el periódico El Porvenir que se edita en esta Ciudad, por el cual se convoca a los que se crean con derecho a la herencia a fin de que comparezcan a deducirlo dentro del término de treinta días contados a partir de la publicación del edicto ordenado. xyxy=(732,1296,891,1402)
classifieds-column xyxy=(724,80,899,1872)
notice-block xyxy=(208,816,368,1077)
notice-block xyxy=(906,266,1066,448)
notice-signature: LIC. LUIS FERNANDO SANCHEZ MARTINEZ CIUDADANO SECRETARIO ADSCRITO AL JUZGADO SEGUNDO FAMILIAR DEL PRIMER DISTRITO JUDICIAL EN EL ESTADO (may 6) xyxy=(732,1227,890,1272)
notice-block xyxy=(557,372,717,598)
classifieds-column xyxy=(375,80,550,1872)
notice-signature: Monterrey, Nuevo León, a 07 de Abril del 2022 ELDA PATRICIA PUENTES CANTÚ C. SECRETARIO ADSCRITO AL JUZGADO CUARTO DE LO FAMILIAR (may 6) xyxy=(907,208,1065,252)
newspaper-logo xyxy=(1225,20,1423,62)
notice-heading: AVISO NOTARIAL xyxy=(81,798,146,807)
masthead xyxy=(26,20,1423,72)
notice-body: En Monterrey, Nuevo León, a 27 de Abril del 2022, mediante Acta fuera de Protocolo número 031/B5379/22, compareciendo Roberto REYNA CONTRERAS y NORMA ALICIA BERNAL REYNA como Únicos y Universales Herederos, a iniciar en forma Extrajudicial la SUCESIÓN INTESTAMENTARIA EXTRAJUDICIAL A BIENES DE GUILLERMO BERNAL LOA, con el acta de defunción correspondiente manifestando que en su derecho reiterada elaboración el inventario y avalúo de los bienes que forman el caudal Hereditario. La presente publicación se realiza en cumplimiento a lo dispuesto por el artículo 882 del Código Procesal civil en el Estado. Por lo que se convoca a los que se crean con derecho a la herencia, se presenten en el domicilio de la Notaría Pública número 31, sito en Roma número 602, Colonia Mirador, en Monterrey, Nuevo León.- Doy Fe. xyxy=(732,542,891,701)
notice-signature: LIC. JORGE MALDONADO MONTEMAYOR NOTARIO PÚBLICO NÚMERO 55 MAMJ-660316-CG1 (may 6 y 16) xyxy=(215,1828,361,1864)
notice-signature: Monterrey, Nuevo León, a 2 de mayo de 2022 LIC. OLIVIA ALEIDA SANCHEZ HERNANDEZ NOTARIA PÚBLICA NÚMERO 73 (may 6 y 16) xyxy=(734,243,889,279)
notice-body: Cadereyta Jiménez, Nuevo León.- Ante el suscrito Notario Público comparecieron los ciudadanas MARICELA ALVAREZ PEÑA, IRMA ANGELICA VASQUEZ ALVAREZ, ROGELIO VAZQUEZ ALVAREZ, ROLANDO VAZQUEZ ALVAREZ, RAMIRO VAZQUEZ ALVAREZ y RODRIGO VAZQUEZ ALVAREZ, solicitando la Tramitación del PROCEDIMIENTO HEREDITARIO EXTRA-JUDICIAL INTESTADO A BIENES DE IGNACIO VAZQUEZ HERNANDEZ y/o IGNACIO VASQUEZ HNZ y/o IGNACIO VAZQUEZ, en fecha 20 días del mes de Abril de 2022, asentado bajo el Acta Fuera de Protocolo número (134/97,727/2022), exhibiéndome el Acta de Defunción correspondiente, en el cual se nombra a los comparecientes como Únicos y Universales Herederos, manifestando que aceptan la herencia, se reconocen entre sí sus derechos hereditarios, y además a la señora MARICELA ALVAREZ PEÑA como Albacea de la sucesión quien a su vez procederá a formar el inventario de los Bienes. En cumplimiento de los artículos (881) ochocientos ochenta y uno y (882) ochocientos ochenta y dos del Código de Procedimientos Civiles vigente en el Estado se publica el presente aviso en uno de los periódicos de los de mayor circulación en el Estado, por (2) dos veces de (10) diez en (10) diez días. xyxy=(557,90,717,320)
column-inner xyxy=(383,80,542,1722)
notice-signature: Monterrey, Nuevo León, a 27 de Abril del 2022 LIC. ALBERTO J. MARTINEZ GONZALEZ NOTARIO PÚBLICO NÚMERO 31 (may 6 y 16) xyxy=(732,703,890,739)
notice-heading: AVISO NOTARIAL xyxy=(256,567,320,576)
notice-signature: LIC. EVARISTO OCAÑAS MENDEZ NOTARIO PUBLICO NUMERO 51 (may 6 y 16) xyxy=(752,1404,871,1431)
notice-body: Con fecha 26 de Abril de 2022, se ha denunciado en la Notaría Pública a mi cargo, mediante la comparecencia de la señora BEATRIZ LEYVA ESPINOZA quien para alguno documentos se hacer llamar Beatriz Nazar BEATRIZ LEYVA ESPINOZA DE GARCIA como Heredera y Albacea Testamentario y asentada bajo el acta fuera de protocolo No. (099/5,374/2022) de fecha 26 de Abril de 2022, de la Sucesión Testamentaria a bienes de FIDEL GARCIA CASAS. Se convoca a todas aquellas personas que se consideren con derecho a la herencia de la sucesión de que se trata, para que comparezcan a deducirlo ante esta Notaría, de conformidad con el artículo 882 (ochocientos ochenta y dos) del Código de Procedimientos Civiles vigente en el Estado. Monterrey, N.L., 29 de Abril de 2022 ATENTAMENTE xyxy=(906,879,1066,1020)
notice-heading: EDICTO xyxy=(797,293,826,301)
notice-block xyxy=(906,1073,1066,1273)
notice-signature: Monterrey, N.L., a 29 de Abril de 2022 LIC. EVARISTO OCAÑAS MENDEZ NOTARIO PUBLICO NUMERO 51 (may 6 y 16) xyxy=(922,412,1050,448)
notice-body: Con fecha (21) veintiuno de abril del (2022) dos mil veintidós, se radicó en esta Notaría a mi cargo, mediante Escritura Pública Número (14,108) catorce mil ciento uno Sucesión TESTAMENTARIA en la vía extrajudicial a bienes de la señora MARIA TERESA MARROQUIN, habiendo comparecido el señor ANTONIO SAN-DOVAL MENDOZA, como Único y Universal Heredero y además como Albacea de la Sucesión Testamentaria, manifestando que acepta los cargos que le fueron conferidos; habiendo sido otorgado el Testamento Público Abierto ante la fe del Licenciado Abelardo Benito Rodríguez de León, quien fuera Notario Público Titular Número 13, con ejercicio en esta ciudad, de fecha (02) dos de noviembre del (2011) dos mil once, mediante Escritura Pública número (13,642) trece mil setenta y cinco. Lo que se publica en esta forma y en dos ocasiones que se harán de (10) diez en (10) diez días, en el Periódico EL PORVENIR que se edita en esta Ciudad, atento a lo preceptuado por el Artículo (882) ochocientos ochenta y dos del Código de Procedimientos Civiles vigente en el Estado. Monterrey, N.L., 22 de Abril del 2022 xyxy=(383,985,542,1179)
notice-divider xyxy=(742,526,880,527)
notice-heading: AVISO NOTARIAL xyxy=(605,80,669,89)
notice-body: En Monterrey, Nuevo León, a 22 de Abril del 2022, mediante Acta fuera de Protocolo número 031/B5382/22, comparecieron SANDRA JULIA LARA GOMEZ, ALEJANDRO ZAMBRANO LARA, JOSE MANUEL ZAMBRANO LARA y JULIO CESAR ZAMBRANO LARA como Únicos y Universales Herederos, a iniciar en forma Extrajudicial la SUCESIÓN INTESTAMENTARIA EXTRAJUDICIAL A BIENES DE JULIO CESAR ZAMBRANO TAMEZ, con el acta de defunción correspondiente manifestando que en su derecho reiterada elaboración el inventario y avalúo de los bienes que forman el caudal Hereditario. La presente publicación se realiza en cumplimiento a lo dispuesto por el artículo 882 del Código Procesal civil en el Estado. Por lo que se convoca a los que se crean con derecho a la herencia, se presenten en el domicilio de la Notaría Pública número 31, sito en Roma número 602, Colonia Mirador, en Monterrey, Nuevo León.- Doy Fe. xyxy=(732,303,891,480)
notice-heading: AVISO NOTARIAL xyxy=(605,876,669,886)
notice-heading: EDICTO xyxy=(797,1285,826,1295)
notice-block xyxy=(33,301,193,545)
notice-signature: LIC. ARNULFO GERARDO FLORES VILLARREAL NOTARIO PÚBLICO TITULAR NÚMERO 44 FOVA-681201-222 (abr 26 y may 6) xyxy=(215,509,361,554)
column-inner xyxy=(208,80,368,1865)
notice-block xyxy=(906,80,1066,253)
notice-block xyxy=(208,1090,368,1386)
notice-signature: LICENCIADO FEDERICO GARZA GARZA TITULAR DE LA NOTARIA PUBLICA 134 SEGUNDO DISTRITO EN EL ESTADO. (may 6 y 16) xyxy=(566,562,707,597)
notice-block xyxy=(557,877,717,1129)
notice-heading: AVISO NOTARIAL xyxy=(256,1090,320,1099)
notice-block xyxy=(383,974,542,1218)
notice-divider xyxy=(393,729,531,730)
notice-heading: EDICTO xyxy=(971,869,1001,878)
column-inner xyxy=(906,80,1066,1485)
notice-divider xyxy=(393,968,531,969)
notice-divider xyxy=(742,747,880,748)
notice-body: Con fecha 29 de abril del año en curso, compareció ante esta Notaría Pública a mi cargo el Ingeniero EDGAR ANTONIO RUIZ GONZALEZ, exhibiéndome TESTAMENTO PUBLICO ABIERTO y PARTIDA DE DEFUNCION de la señora MYRTHALA EUSEBIA GARZA VILLARREAL, expresándome que acepta la herencia y reconoce sus derechos hereditarios y además acepta el cargo de ALBACEA conferido y protestó el fiel y legal desempeño del mismo, agregando que en mi momento procederá a formular el Inventario y Avalúo de los bienes de la herencia. Publíquese el presente en el Periódico "El Porvenir" que se edita en esta Ciudad, dos veces de diez en diez días, de acuerdo con lo que establece la parte final del artículo (882) ochocientos ochenta y dos del Código de Procedimientos Civiles Vigente en el Estado. xyxy=(732,90,891,241)
notice-divider xyxy=(393,463,531,464)
notice-divider xyxy=(917,863,1056,864)
notice-heading: AVISO NOTARIAL xyxy=(81,1063,146,1073)
notice-divider xyxy=(742,1102,880,1103)
notice-signature: LIC. EVERARDO ALANIS GUERRA NOTARIO PÚBLICO NO. 96 AAGE-680522-269 (may 6 y 16) xyxy=(403,1686,522,1721)
notice-heading: EDICTO xyxy=(797,753,826,763)
notice-block xyxy=(383,735,542,961)
notice-body: Cadereyta Jiménez, Nuevo León.- Ante el suscrito Notario Público comparecieron los ciudadanas JUAN FRANCISCO SILVA ESCAMILLA, MARIA GUADALUPE SILVA ESCAMILLA y JUAN MANUEL GAUDOS ESCAMILLA solicitando la Tramitación del PROCEDIMIENTO SUCESORIO EXTRAJUDICIAL ACUMULADO TESTAMENTARIO A BIENES DE MARIA INES ESCAMILLA CARDONA y/o MARIA ESCAMILLA CARDONA y GENARO SILVA TAMEZ, en fecha 26 días del mes de Marzo de 2022, exhibiendo el Acta Fuera de Protocolo número (134/97,262/2022) exhibiéndome las Actas de Defunción correspondientes y los Primer Testimonio de la Escritura Pública que contiene el Testamento Público Abierto correspondiente, en el cual se nombra a los comparecientes como Únicos y Universales Herederos, manifestando que aceptan la herencia y el cargo de albacea conferido. Con fundamento en lo dispuesto en los artículos 881 y 882 del Código de Procedimientos Civiles vigente en el Estado se publica el presente aviso en uno de los periódicos de los de mayor circulación del Estado por dos ocasiones de (10) diez en (10) diez días, Cadereyta Jiménez, Nuevo León, 26 de abril de 2022. xyxy=(208,826,368,1047)
classifieds-column xyxy=(550,80,724,1872)
notice-heading: AVISO NOTARIAL xyxy=(256,346,320,355)
notice-heading: PUBLICACIÓN NOTARIAL xyxy=(415,974,509,983)
notice-heading: EDICTO xyxy=(448,735,477,744)
notice-heading: PUBLICACIÓN NOTARIAL xyxy=(241,1656,335,1665)
notice-body: Con fecha 07 de Abril de 2022, en la Notaría Pública Número 123, de conformidad con el Artículo 881 del Código de Procedimientos Civiles, mediante Escritura Pública Número 67,299 SE RADICO la Iniciación Extrajudicial Juicio Sucesorio Intestamentario a bienes del señor ABRAHAM ALBERTO GONZALEZ NABOR, con fecha 27 de febrero del año de 2022, habiendo comparecido los señores JOSE ALBERTO GONZALEZ RODRIGUEZ y SANDRA LETICIA CABALLERO HERNANDEZ, como únicos y universales herederos, y la última de los mencionados en su carácter de ALBACEA, y exhibieron para dicho ejercicio el Acta de Defunción y el Acta de nacimiento correspondientes, de conformidad con el Artículo 882 del Código de Procedimientos Civiles, así mismo se reconocen entre sí con el carácter de HEREDEROS UNIVERSALES, aceptando la Herencia que se les confiere. El suscrito Notario Público con apoyo en el Segundo párrafo del Artículo 882 del citado ordenamiento, da a conocer estas declaraciones por medio de dos publicaciones que se harán de diez en diez días en un periódico de los de mayor circulación en el Estado. DOY FE. xyxy=(33,809,193,1011)
notice-block xyxy=(383,470,542,722)
notice-signature: Monterrey, Nuevo León, a 26 de Abril del 2022 (may 6) xyxy=(732,872,890,890)
notice-body: Con fecha 01 de Abril de 2022 dos mil veintidós, se inició en esta Notaría a mi cargo SUCESIÓN LEGÍTIMA con intervención de Notario a bienes la señora GLORIA RODRIGUEZ TORRES, quien falleciera, el día 10 diez Mayo de 1997 mil novecientos noventa y siete, habiendo comparecido El señor EMILIO CID RODRIGUEZ, MIGUEL ANGEL CID RODRIGUEZ, ENRIQUE CID RODRIGUEZ, LUIS ALBERTO CID RODRIGUEZ este último mencionado en este acto por la señora ROSARIO DANIEL TORRES; hijos del de cujus, en su carácter de Únicos y Universales Herederos quienes aceptaron la herencia que les fue conferida y la señora ROSARIO DANIEL TORRES como albacea designada, quien aceptó el cargo de Albacea que le fue conferido, por lo anterior Dese a conocer estas Declaraciones por medio de 2 dos publicaciones de 10 diez en 10 diez días. Lo que se publica en esta forma y en dos ocasiones que se hará de 10 diez en 10 diez días, en el periódico "EL PORVENIR", que se edita en la Ciudad de Monterrey, Nuevo León, atento a lo preceptuado por el Artículo 882 del Código de Procedimientos Civiles del Estado. xyxy=(208,90,368,284)
notice-heading: EDICTO xyxy=(971,461,1001,470)
notice-block xyxy=(906,657,1066,856)
classifieds-column xyxy=(26,80,201,1872)
notice-divider xyxy=(917,260,1056,261)
notice-body: Cadereyta Jiménez, Nuevo León.- Ante el suscrito Notario Público comparecieron la ciudadana CELSA PEREZ LOPEZ solicitando la Tramitación del PROCEDIMIENTO HEREDITARIO EXTRA-JUDICIAL TESTAMENTARIO A BIENES DE JOSE GUADALUPE PEREZ LUCIO, en fecha 19 días del mes de Abril de 2022, asentado bajo el Acta Fuera de Protocolo número (134/97,698/2022), exhibiéndome las Actas de Defunción correspondientes y el Primer Testimonio de la Escritura Pública que contiene el Testamento Público Abierto correspondiente, en el cual se nombra a la compareciente como Única y Universal Heredera, manifestando que aceptan la herencia, se reconocen entre sí sus derechos hereditarios, y además a la señora CELSA de apellidos PEREZ LOPEZ como Albaceas y Ejecutor testamentario de la sucesión quien a su vez procederá a formar el inventario de los Bienes. En cumplimiento de los artículos (881) ochocientos ochenta y uno y (882) ochocientos ochenta y dos del Código de Procedimientos Civiles vigente en el Estado se publica el presente aviso en uno de los periódicos de los de mayor circulación en el Estado, por (2) dos veces de (10) diez en (10) diez días. xyxy=(557,887,717,1091)
notice-heading: PUBLICACIÓN NOTARIAL xyxy=(66,301,160,311)
notice-signature: Monterrey, Nuevo León, a 22 de Abril del 2022 LIC. ALBERTO J. MARTINEZ GONZALEZ NOTARIO PÚBLICO NÚMERO 31 (may 6 y 16) xyxy=(732,482,890,518)
notice-heading: AVISO NOTARIAL xyxy=(430,80,495,89)
notice-signature: LICENCIADO RAUL PEREZ MALDONADO NOTARIO PÚBLICO TITULAR NÚMERO 121 (may 6 y 16) xyxy=(213,1049,362,1076)
